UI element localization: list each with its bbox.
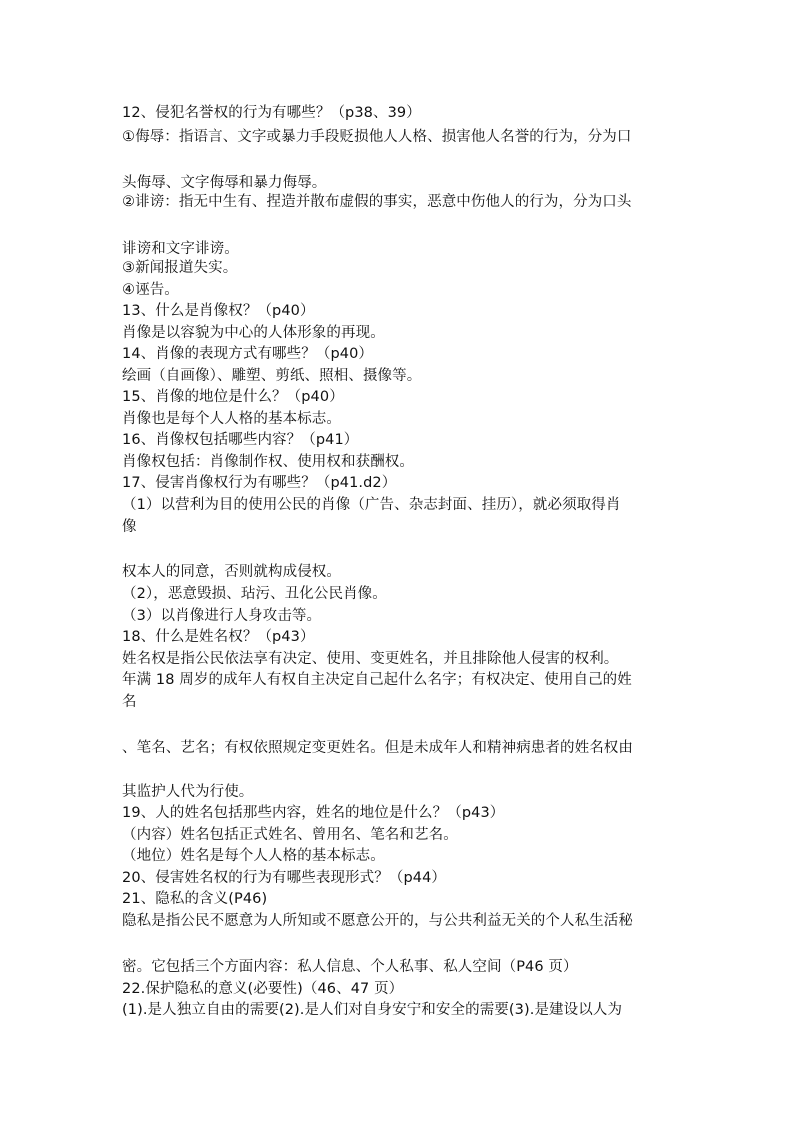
text-line: 肖像权包括：肖像制作权、使用权和获酬权。 xyxy=(122,454,414,470)
text-line: 肖像也是每个人人格的基本标志。 xyxy=(122,411,341,427)
text-line: 密。它包括三个方面内容：私人信息、个人私事、私人空间（P46 页） xyxy=(122,959,578,975)
text-line: 、笔名、艺名；有权依照规定变更姓名。但是未成年人和精神病患者的姓名权由 xyxy=(122,740,633,756)
text-line: 权本人的同意，否则就构成侵权。 xyxy=(122,564,341,580)
text-line: （地位）姓名是每个人人格的基本标志。 xyxy=(122,848,385,864)
text-line: 21、隐私的含义(P46) xyxy=(122,891,268,907)
text-line: ②诽谤：指无中生有、捏造并散布虚假的事实，恶意中伤他人的行为，分为口头 xyxy=(122,194,632,210)
text-line: 20、侵害姓名权的行为有哪些表现形式？（p44） xyxy=(122,870,447,886)
text-line: （2），恶意毁损、玷污、丑化公民肖像。 xyxy=(122,586,387,602)
text-line: 诽谤和文字诽谤。 xyxy=(122,241,239,257)
text-line: 17、侵害肖像权行为有哪些？（p41.d2） xyxy=(122,475,397,491)
text-line: 19、人的姓名包括那些内容，姓名的地位是什么？（p43） xyxy=(122,805,505,821)
text-line: 22.保护隐私的意义(必要性)（46、47 页） xyxy=(122,981,404,997)
text-line: (1).是人独立自由的需要(2).是人们对自身安宁和安全的需要(3).是建设以人为 xyxy=(122,1002,623,1018)
text-line: 年满 18 周岁的成年人有权自主决定自己起什么名字；有权决定、使用自己的姓 xyxy=(122,672,632,688)
text-line: 16、肖像权包括哪些内容？（p41） xyxy=(122,432,359,448)
text-line: 名 xyxy=(122,694,137,710)
text-line: 姓名权是指公民依法享有决定、使用、变更姓名，并且排除他人侵害的权利。 xyxy=(122,651,619,667)
text-line: ③新闻报道失实。 xyxy=(122,260,238,276)
text-line: ④诬告。 xyxy=(122,282,179,298)
text-line: 头侮辱、文字侮辱和暴力侮辱。 xyxy=(122,175,327,191)
text-line: 肖像是以容貌为中心的人体形象的再现。 xyxy=(122,325,385,341)
text-line: （3）以肖像进行人身攻击等。 xyxy=(122,608,322,624)
text-line: 12、侵犯名誉权的行为有哪些？（p38、39） xyxy=(122,105,421,121)
text-line: 18、什么是姓名权？（p43） xyxy=(122,629,315,645)
text-line: 14、肖像的表现方式有哪些？（p40） xyxy=(122,346,374,362)
text-line: 15、肖像的地位是什么？（p40） xyxy=(122,389,344,405)
text-line: （1）以营利为目的使用公民的肖像（广告、杂志封面、挂历），就必须取得肖 xyxy=(122,497,621,513)
text-line: 像 xyxy=(122,519,137,535)
text-line: ①侮辱：指语言、文字或暴力手段贬损他人人格、损害他人名誉的行为，分为口 xyxy=(122,129,632,145)
text-line: 13、什么是肖像权？（p40） xyxy=(122,303,315,319)
text-line: 其监护人代为行使。 xyxy=(122,784,254,800)
text-line: （内容）姓名包括正式姓名、曾用名、笔名和艺名。 xyxy=(122,827,458,843)
text-line: 绘画（自画像）、雕塑、剪纸、照相、摄像等。 xyxy=(122,368,422,384)
text-line: 隐私是指公民不愿意为人所知或不愿意公开的，与公共利益无关的个人私生活秘 xyxy=(122,913,633,929)
